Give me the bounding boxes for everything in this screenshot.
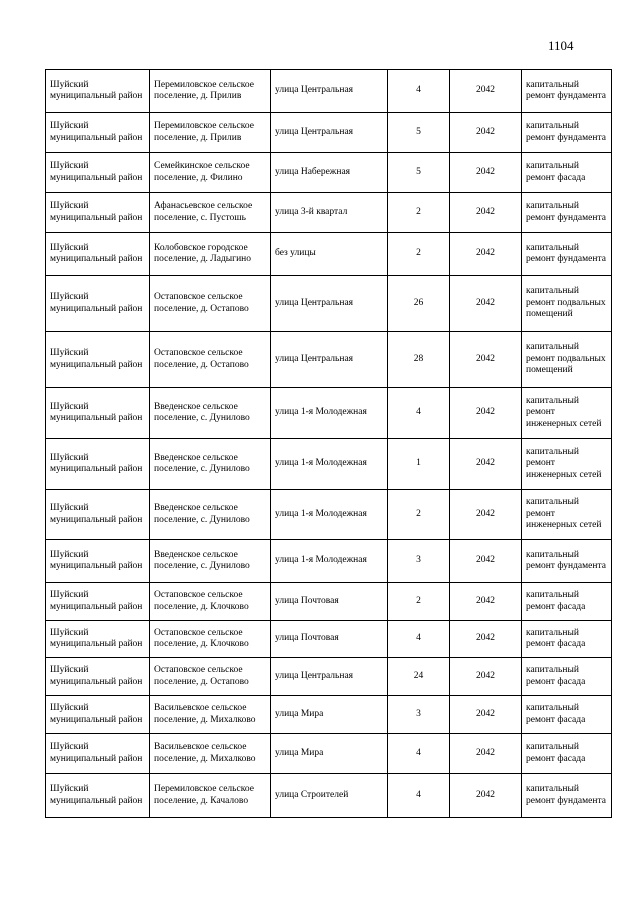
district-cell: Шуйский муниципальный район (46, 153, 150, 193)
year-cell: 2042 (450, 153, 522, 193)
year-cell: 2042 (450, 583, 522, 621)
work-type-cell: капитальный ремонт фасада (522, 621, 612, 658)
street-cell: улица Мира (271, 696, 388, 734)
work-type-cell: капитальный ремонт инженерных сетей (522, 439, 612, 490)
street-cell: улица 1-я Молодежная (271, 490, 388, 540)
house-number-cell: 2 (388, 583, 450, 621)
settlement-cell: Введенское сельское поселение, с. Дунилово (150, 490, 271, 540)
work-type-cell: капитальный ремонт фундамента (522, 233, 612, 276)
work-type-cell: капитальный ремонт фасада (522, 696, 612, 734)
year-cell: 2042 (450, 734, 522, 774)
district-cell: Шуйский муниципальный район (46, 621, 150, 658)
district-cell: Шуйский муниципальный район (46, 276, 150, 332)
year-cell: 2042 (450, 439, 522, 490)
street-cell: улица 3-й квартал (271, 193, 388, 233)
house-number-cell: 5 (388, 153, 450, 193)
street-cell: улица Строителей (271, 774, 388, 818)
house-number-cell: 4 (388, 388, 450, 439)
street-cell: улица 1-я Молодежная (271, 540, 388, 583)
settlement-cell: Афанасьевское сельское поселение, с. Пустошь (150, 193, 271, 233)
work-type-cell: капитальный ремонт фасада (522, 583, 612, 621)
year-cell: 2042 (450, 658, 522, 696)
district-cell: Шуйский муниципальный район (46, 540, 150, 583)
district-cell: Шуйский муниципальный район (46, 490, 150, 540)
table-row (46, 490, 612, 540)
settlement-cell: Остаповское сельское поселение, д. Клочково (150, 621, 271, 658)
table-row (46, 540, 612, 583)
settlement-cell: Остаповское сельское поселение, д. Остапово (150, 332, 271, 388)
year-cell: 2042 (450, 696, 522, 734)
district-cell: Шуйский муниципальный район (46, 193, 150, 233)
settlement-cell: Колобовское городское поселение, д. Ладыгино (150, 233, 271, 276)
work-type-cell: капитальный ремонт подвальных помещений (522, 332, 612, 388)
work-type-cell: капитальный ремонт подвальных помещений (522, 276, 612, 332)
house-number-cell: 2 (388, 490, 450, 540)
settlement-cell: Перемиловское сельское поселение, д. Прилив (150, 70, 271, 113)
work-type-cell: капитальный ремонт фасада (522, 734, 612, 774)
work-type-cell: капитальный ремонт фундамента (522, 70, 612, 113)
house-number-cell: 3 (388, 540, 450, 583)
house-number-cell: 4 (388, 621, 450, 658)
work-type-cell: капитальный ремонт фундамента (522, 774, 612, 818)
table-row (46, 276, 612, 332)
housing-repair-table (45, 69, 612, 818)
year-cell: 2042 (450, 621, 522, 658)
page-number: 1104 (548, 38, 574, 53)
work-type-cell: капитальный ремонт инженерных сетей (522, 490, 612, 540)
district-cell: Шуйский муниципальный район (46, 70, 150, 113)
year-cell: 2042 (450, 233, 522, 276)
district-cell: Шуйский муниципальный район (46, 658, 150, 696)
table-row (46, 233, 612, 276)
settlement-cell: Введенское сельское поселение, с. Дунилово (150, 388, 271, 439)
settlement-cell: Васильевское сельское поселение, д. Михалково (150, 734, 271, 774)
settlement-cell: Остаповское сельское поселение, д. Остапово (150, 658, 271, 696)
year-cell: 2042 (450, 774, 522, 818)
street-cell: улица Центральная (271, 276, 388, 332)
street-cell: улица Центральная (271, 113, 388, 153)
street-cell: без улицы (271, 233, 388, 276)
year-cell: 2042 (450, 113, 522, 153)
table-row (46, 70, 612, 113)
year-cell: 2042 (450, 332, 522, 388)
table-row (46, 153, 612, 193)
house-number-cell: 26 (388, 276, 450, 332)
table-row (46, 658, 612, 696)
settlement-cell: Семейкинское сельское поселение, д. Филино (150, 153, 271, 193)
year-cell: 2042 (450, 70, 522, 113)
table-row (46, 734, 612, 774)
house-number-cell: 4 (388, 734, 450, 774)
house-number-cell: 4 (388, 774, 450, 818)
table-row (46, 388, 612, 439)
street-cell: улица Почтовая (271, 621, 388, 658)
district-cell: Шуйский муниципальный район (46, 388, 150, 439)
work-type-cell: капитальный ремонт фасада (522, 658, 612, 696)
street-cell: улица Почтовая (271, 583, 388, 621)
street-cell: улица Мира (271, 734, 388, 774)
street-cell: улица Центральная (271, 332, 388, 388)
table-row (46, 696, 612, 734)
year-cell: 2042 (450, 388, 522, 439)
house-number-cell: 2 (388, 193, 450, 233)
table-row (46, 113, 612, 153)
settlement-cell: Введенское сельское поселение, с. Дунилово (150, 439, 271, 490)
district-cell: Шуйский муниципальный район (46, 583, 150, 621)
table-row (46, 439, 612, 490)
district-cell: Шуйский муниципальный район (46, 774, 150, 818)
settlement-cell: Остаповское сельское поселение, д. Остапово (150, 276, 271, 332)
work-type-cell: капитальный ремонт инженерных сетей (522, 388, 612, 439)
street-cell: улица Центральная (271, 70, 388, 113)
year-cell: 2042 (450, 276, 522, 332)
work-type-cell: капитальный ремонт фасада (522, 153, 612, 193)
settlement-cell: Введенское сельское поселение, с. Дунилово (150, 540, 271, 583)
house-number-cell: 5 (388, 113, 450, 153)
house-number-cell: 2 (388, 233, 450, 276)
settlement-cell: Перемиловское сельское поселение, д. Прилив (150, 113, 271, 153)
house-number-cell: 1 (388, 439, 450, 490)
settlement-cell: Васильевское сельское поселение, д. Михалково (150, 696, 271, 734)
table-row (46, 774, 612, 818)
house-number-cell: 3 (388, 696, 450, 734)
house-number-cell: 28 (388, 332, 450, 388)
year-cell: 2042 (450, 193, 522, 233)
district-cell: Шуйский муниципальный район (46, 233, 150, 276)
table-row (46, 621, 612, 658)
district-cell: Шуйский муниципальный район (46, 696, 150, 734)
street-cell: улица 1-я Молодежная (271, 388, 388, 439)
year-cell: 2042 (450, 540, 522, 583)
table-row (46, 583, 612, 621)
street-cell: улица 1-я Молодежная (271, 439, 388, 490)
house-number-cell: 4 (388, 70, 450, 113)
table-row (46, 193, 612, 233)
work-type-cell: капитальный ремонт фундамента (522, 540, 612, 583)
work-type-cell: капитальный ремонт фундамента (522, 113, 612, 153)
street-cell: улица Центральная (271, 658, 388, 696)
district-cell: Шуйский муниципальный район (46, 332, 150, 388)
district-cell: Шуйский муниципальный район (46, 734, 150, 774)
district-cell: Шуйский муниципальный район (46, 113, 150, 153)
house-number-cell: 24 (388, 658, 450, 696)
district-cell: Шуйский муниципальный район (46, 439, 150, 490)
work-type-cell: капитальный ремонт фундамента (522, 193, 612, 233)
street-cell: улица Набережная (271, 153, 388, 193)
table-row (46, 332, 612, 388)
settlement-cell: Остаповское сельское поселение, д. Клочково (150, 583, 271, 621)
year-cell: 2042 (450, 490, 522, 540)
settlement-cell: Перемиловское сельское поселение, д. Качалово (150, 774, 271, 818)
